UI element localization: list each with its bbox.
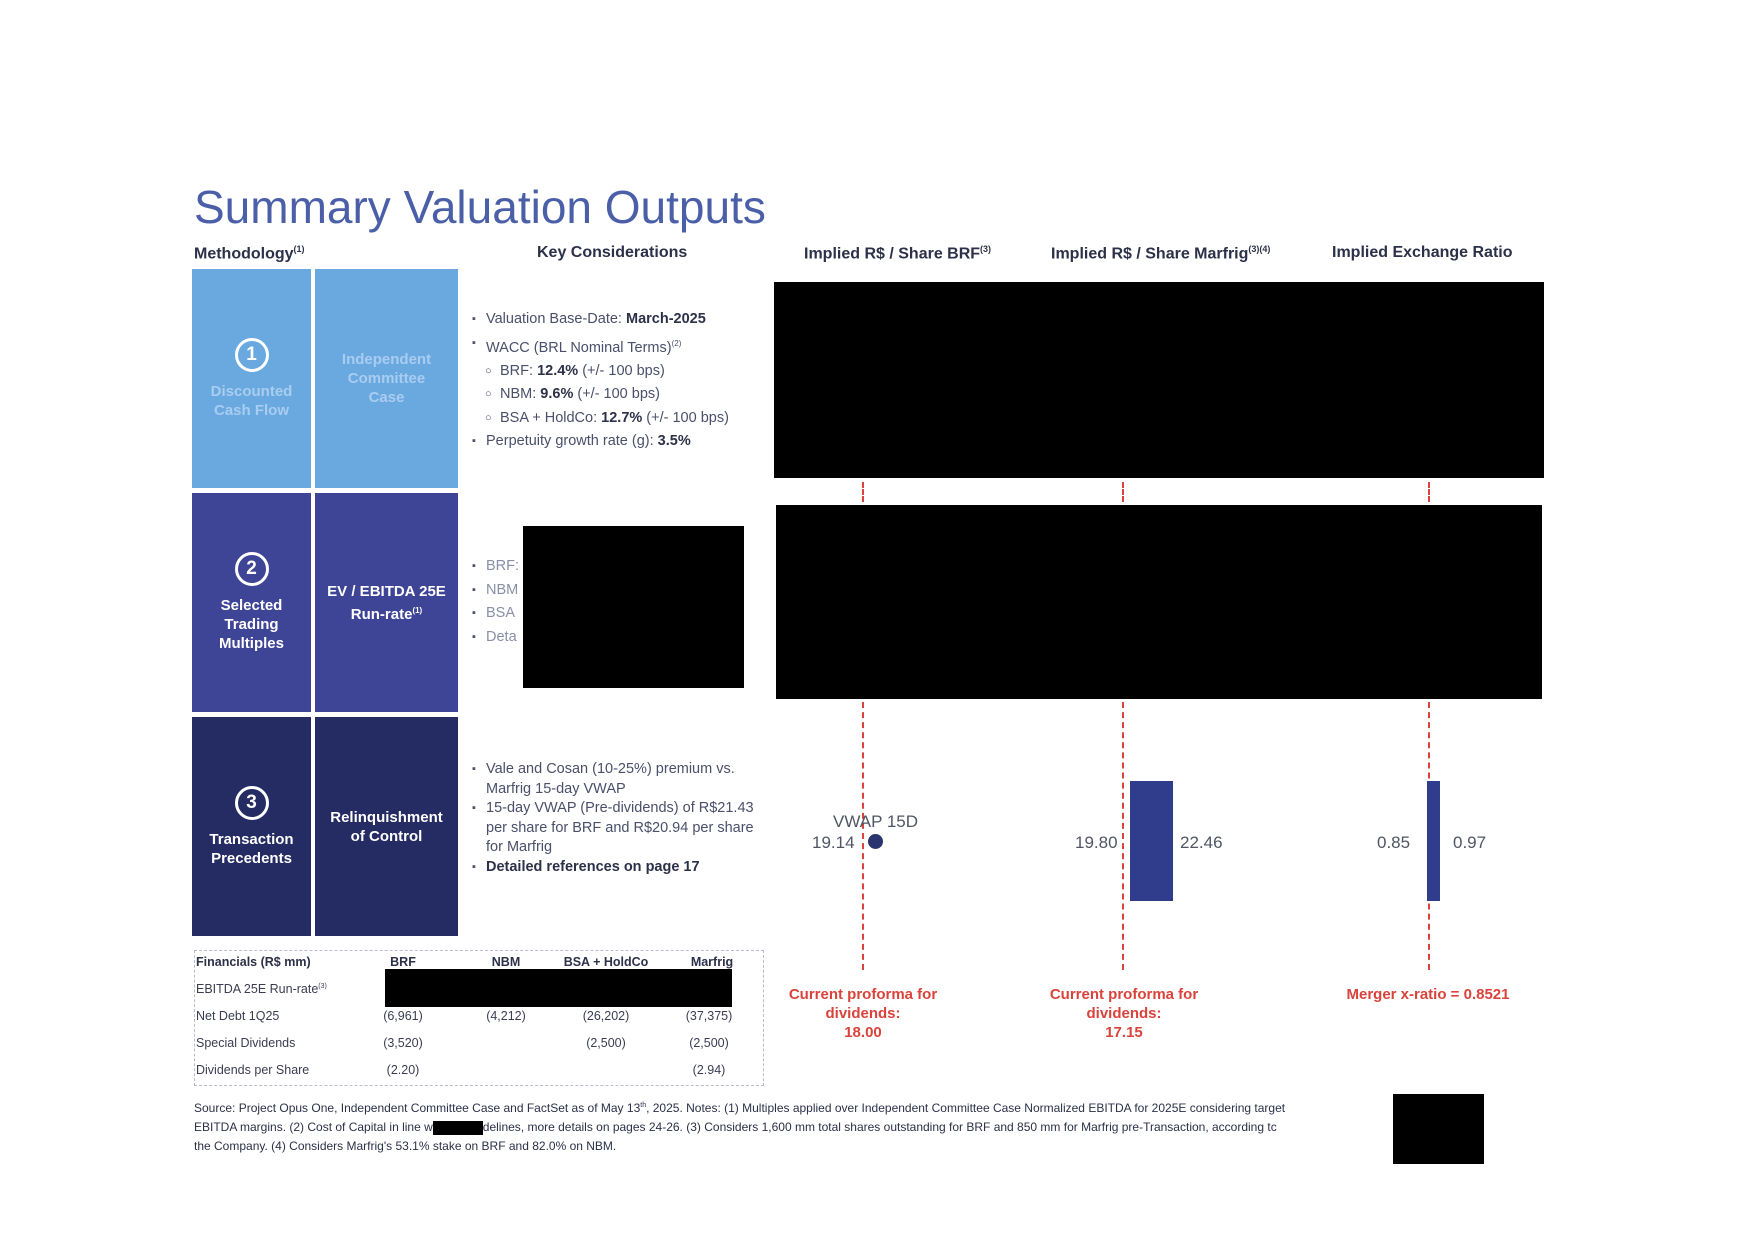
ratio-low-value: 0.85: [1377, 833, 1411, 852]
case-name: Independent Committee Case: [341, 351, 432, 406]
list-subitem: ○ BSA + HoldCo: 12.7% (+/- 100 bps): [472, 407, 729, 431]
method-dcf: [192, 269, 311, 488]
merger-ratio-caption: Merger x-ratio = 0.8521: [1346, 986, 1510, 1003]
method-name: Selected Trading Multiples: [218, 597, 284, 652]
brf-header: Implied R$ / Share BRF$^{(3)}$: [804, 244, 992, 263]
key-considerations-header: Key Considerations: [537, 244, 688, 261]
list-item: ▪ Valuation Base-Date: March-2025: [472, 308, 729, 332]
redaction-box: [1393, 1094, 1484, 1164]
case-name: Relinquishment of Control: [330, 808, 443, 845]
marfrig-low-value: 19.80: [1075, 833, 1118, 852]
method-precedents: [192, 717, 311, 936]
table-cell: (26,202): [582, 1009, 630, 1023]
table-row-label: Special Dividends: [196, 1036, 296, 1050]
vwap-dot: [868, 834, 883, 849]
table-cell: (4,212): [486, 1009, 526, 1023]
financials-header: Financials (R$ mm): [196, 955, 311, 969]
table-cell: (2,500): [689, 1036, 729, 1050]
financials-col-header: BSA + HoldCo: [563, 955, 649, 969]
footnote-line: EBITDA margins. (2) Cost of Capital in line w delines, more details on pages 24-26. (3) Considers 1,600 mm total shares outstanding for BRF and 850 mm for Marfrig pre-Transaction, according tc: [194, 1120, 1277, 1134]
case-multiples: [315, 493, 458, 712]
list-item: ▪ Vale and Cosan (10-25%) premium vs. Marfrig 15-day VWAP: [472, 760, 757, 799]
list-item: ▪ WACC (BRL Nominal Terms)$^{(2)}$: [472, 332, 729, 360]
list-item: ▪ NBM: [472, 579, 519, 603]
footnote-line: the Company. (4) Considers Marfrig's 53.1% stake on BRF and 82.0% on NBM.: [194, 1139, 617, 1153]
method-name: Discounted Cash Flow: [210, 382, 293, 419]
reference-line-ratio: [1428, 482, 1430, 502]
list-item: ▪ BRF:: [472, 555, 519, 579]
marfrig-high-value: 22.46: [1180, 833, 1223, 852]
dcf-considerations: [472, 308, 729, 454]
multiples-considerations: [472, 555, 519, 649]
marfrig-header: Implied R$ / Share Marfrig$^{(3)(4)}$: [1051, 244, 1271, 263]
method-name: Transaction Precedents: [209, 830, 294, 867]
method-number-badge: 3: [235, 786, 269, 820]
redaction-box: [774, 282, 1544, 478]
table-cell: (2,500): [586, 1036, 626, 1050]
table-cell: (3,520): [383, 1036, 423, 1050]
page-title: Summary Valuation Outputs: [194, 181, 766, 233]
redaction-box: [523, 526, 744, 688]
methodology-header: Methodology$^{(1)}$: [194, 244, 305, 263]
redaction-box: [776, 505, 1542, 699]
table-cell: (6,961): [383, 1009, 423, 1023]
method-number-badge: 1: [235, 338, 269, 372]
list-subitem: ○ BRF: 12.4% (+/- 100 bps): [472, 360, 729, 384]
method-multiples: [192, 493, 311, 712]
redaction-box: [385, 969, 732, 1007]
table-cell: (2.94): [692, 1063, 726, 1077]
case-precedents: [315, 717, 458, 936]
table-row-label: Dividends per Share: [196, 1063, 310, 1077]
vwap-label: VWAP 15D: [833, 812, 919, 831]
footnote-line: Source: Project Opus One, Independent Committee Case and FactSet as of May 13th, 2025. Notes: (1) Multiples applied over Independent Committee Case Normalized EBITDA for 2025E considering target: [194, 1101, 1286, 1115]
marfrig-proforma-caption: Current proforma for dividends: 17.15: [1049, 986, 1199, 1041]
financials-col-header: BRF: [390, 955, 416, 969]
vwap-value: 19.14: [812, 833, 855, 852]
ratio-range-bar: [1427, 781, 1440, 901]
financials-col-header: Marfrig: [690, 955, 734, 969]
table-cell: (2.20): [386, 1063, 420, 1077]
list-item: ▪ Deta: [472, 626, 519, 650]
marfrig-range-bar: [1130, 781, 1173, 901]
reference-line-brf: [862, 482, 864, 502]
case-name: EV / EBITDA 25E Run-rate$^{(1)}$: [327, 582, 446, 623]
ratio-header: Implied Exchange Ratio: [1332, 244, 1513, 261]
table-cell: (37,375): [685, 1009, 733, 1023]
precedents-considerations: [472, 760, 757, 877]
list-item: ▪ Perpetuity growth rate (g): 3.5%: [472, 430, 729, 454]
financials-col-header: NBM: [491, 955, 521, 969]
list-subitem: ○ NBM: 9.6% (+/- 100 bps): [472, 383, 729, 407]
list-item: ▪ BSA: [472, 602, 519, 626]
list-item: ▪ Detailed references on page 17: [472, 858, 757, 878]
reference-line-brf: [862, 702, 864, 970]
table-row-label: EBITDA 25E Run-rate$^{(3)}$: [196, 982, 327, 996]
ratio-high-value: 0.97: [1453, 833, 1487, 852]
brf-proforma-caption: Current proforma for dividends: 18.00: [788, 986, 938, 1041]
method-number-badge: 2: [235, 552, 269, 586]
reference-line-marfrig: [1122, 702, 1124, 970]
list-item: ▪ 15-day VWAP (Pre-dividends) of R$21.43 per share for BRF and R$20.94 per share for Marfrig: [472, 799, 757, 858]
reference-line-marfrig: [1122, 482, 1124, 502]
table-row-label: Net Debt 1Q25: [196, 1009, 280, 1023]
case-dcf: [315, 269, 458, 488]
redaction-box: [433, 1121, 483, 1135]
footnote: [194, 1096, 1380, 1156]
